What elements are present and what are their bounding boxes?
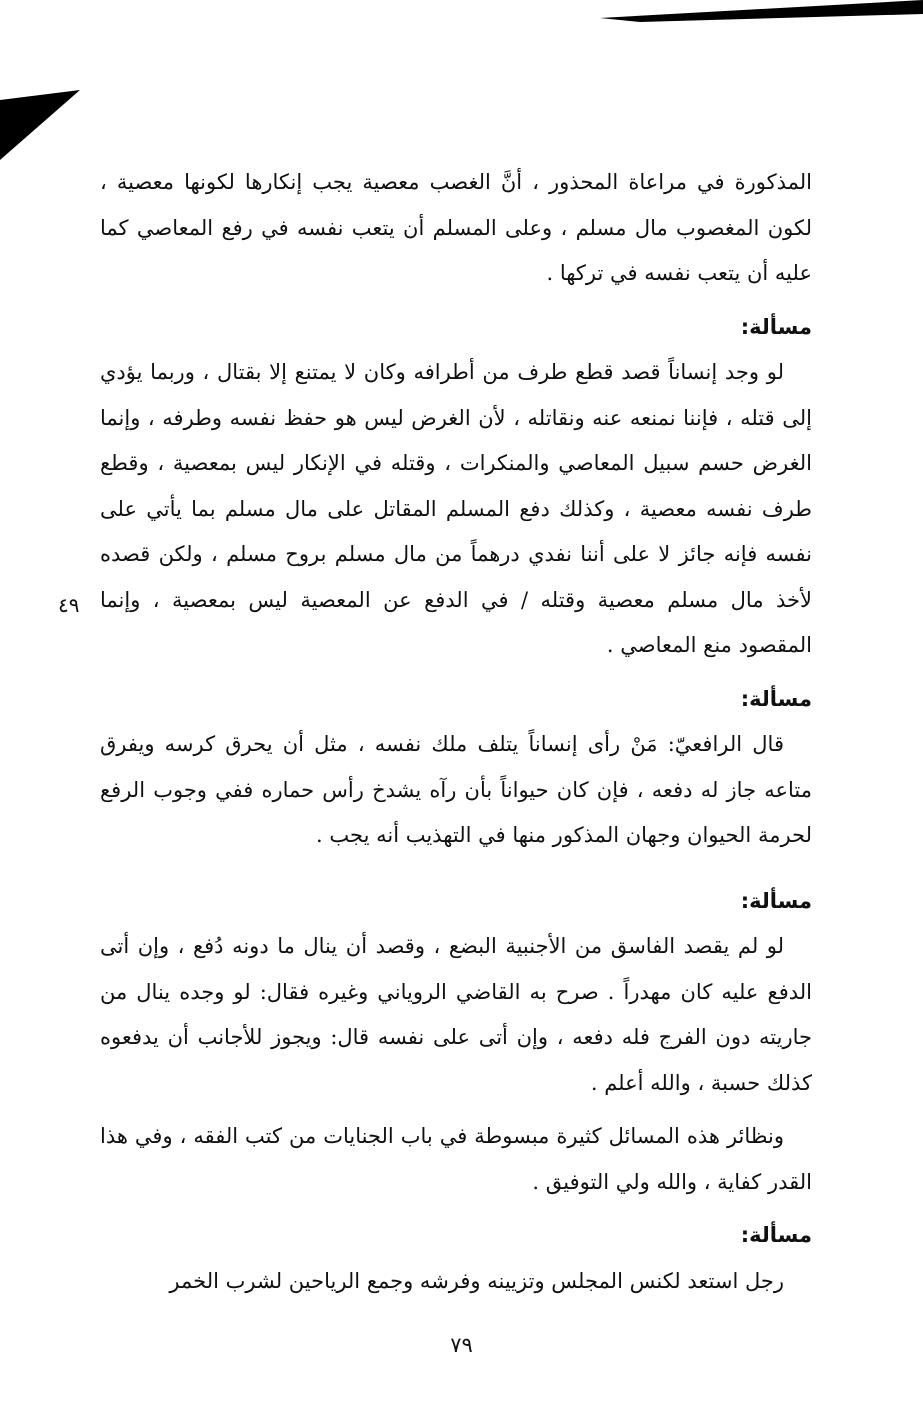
page-number: ٧٩: [450, 1333, 473, 1357]
scan-edge-shadow-left: [0, 90, 90, 170]
section-heading-4: مسألة:: [740, 1223, 812, 1247]
scan-edge-shadow-top: [0, 0, 923, 40]
paragraph-1: المذكورة في مراعاة المحذور ، أنَّ الغصب معصية يجب إنكارها لكونها معصية ، لكون المغصوب مال مسلم ، وعلى المسلم أن يتعب نفسه في رفع المعاصي كما عليه أن يتعب نفسه في تركها .: [100, 170, 812, 285]
page-body: [100, 160, 812, 1304]
section-heading-1: مسألة:: [740, 314, 812, 339]
paragraph-5: ونظائر هذه المسائل كثيرة مبسوطة في باب الجنايات من كتب الفقه ، وفي هذا القدر كفاية ، والله ولي التوفيق .: [100, 1124, 812, 1194]
paragraph-4: لو لم يقصد الفاسق من الأجنبية البضع ، وقصد أن ينال ما دونه دُفع ، وإن أتى الدفع عليه كان مهدراً . صرح به القاضي الروياني وغيره فقال: لو وجده ينال من جاريته دون الفرج فله دفعه ، وإن أتى على نفسه قال: ويجوز للأجانب أن يدفعوه كذلك حسبة ، والله أعلم .: [100, 934, 812, 1095]
section-heading-3: مسألة:: [740, 888, 812, 913]
paragraph-3: قال الرافعيّ: مَنْ رأى إنساناً يتلف ملك نفسه ، مثل أن يحرق كرسه ويفرق متاعه جاز له دفعه ، فإن كان حيواناً بأن رآه يشدخ رأس حماره ففي وجوب الرفع لحرمة الحيوان وجهان المذكور منها في التهذيب أنه يجب .: [100, 732, 812, 847]
paragraph-2: لو وجد إنساناً قصد قطع طرف من أطرافه وكان لا يمتنع إلا بقتال ، وربما يؤدي إلى قتله ، فإننا نمنعه عنه ونقاتله ، لأن الغرض ليس هو حفظ نفسه وطرفه ، وإنما الغرض حسم سبيل المعاصي والمنكرات ، وقتله في الإنكار ليس بمعصية ، وقطع طرف نفسه معصية ، وكذلك دفع المسلم المقاتل على مال مسلم بما يأتي على نفسه فإنه جائز لا على أننا نفدي درهماً من مال مسلم بروح مسلم ، ولكن قصده لأخذ مال مسلم معصية وقتله / في الدفع عن المعصية ليس بمعصية ، وإنما المقصود منع المعاصي .: [100, 360, 812, 657]
margin-folio-note: ٤٩: [58, 593, 80, 617]
section-heading-2: مسألة:: [740, 686, 812, 711]
paragraph-6: رجل استعد لكنس المجلس وتزيينه وفرشه وجمع الرياحين لشرب الخمر: [169, 1268, 784, 1293]
